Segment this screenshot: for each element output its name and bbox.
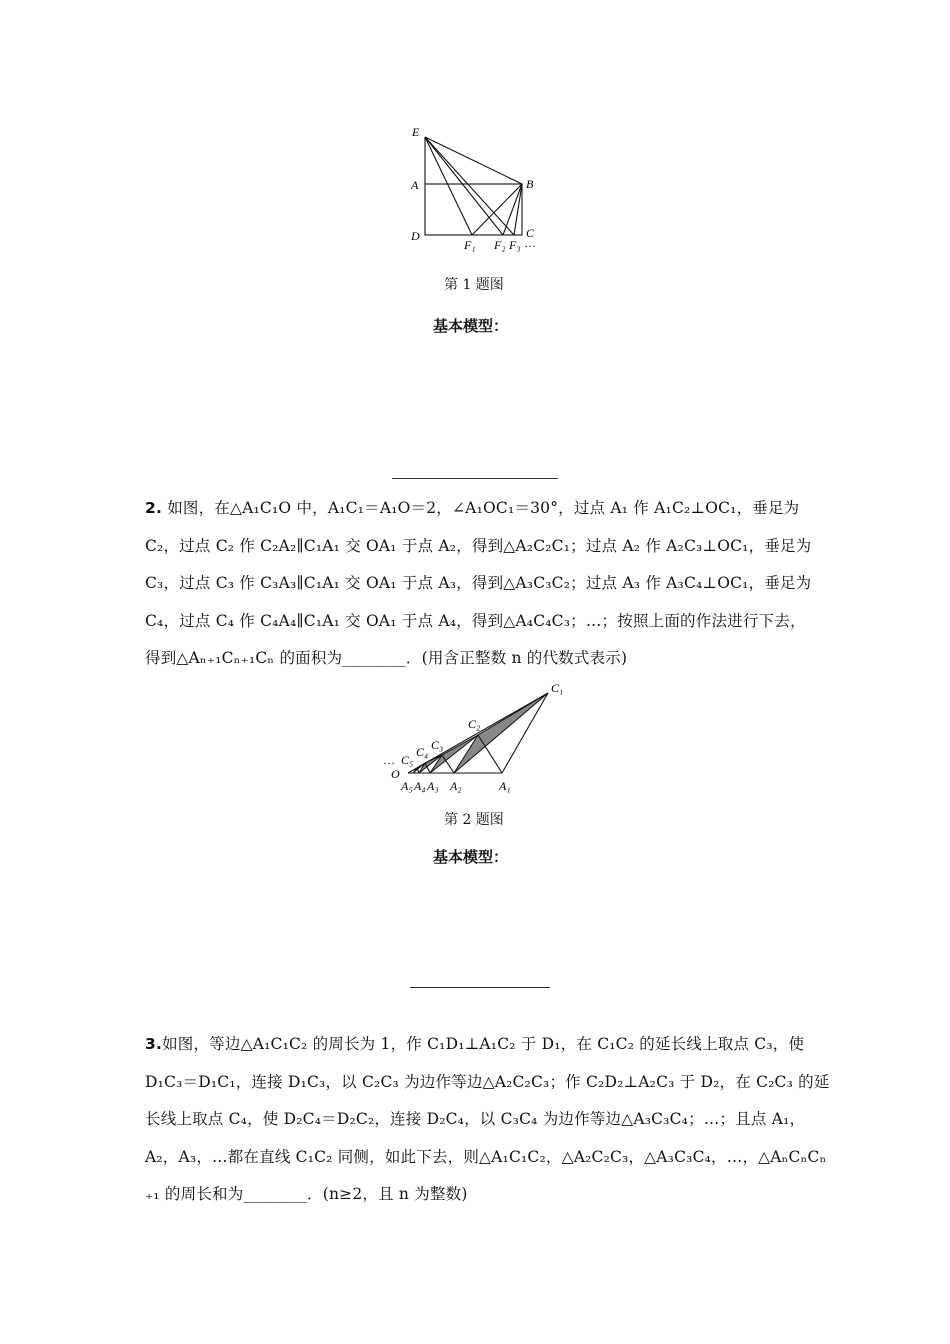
- label-C3: C₃: [431, 738, 444, 752]
- q2-text: 如图，在△A₁C₁O 中，A₁C₁＝A₁O＝2，∠A₁OC₁＝30°，过点 A₁ 作 A₁C₂⊥OC₁，垂足为: [162, 499, 800, 517]
- label-B: B: [526, 177, 534, 191]
- q3-line-3: 长线上取点 C₄，使 D₂C₄＝D₂C₂，连接 D₂C₄，以 C₃C₄ 为边作等边△A₃C₃C₄；…；且点 A₁，: [145, 1110, 806, 1128]
- q3-line-1: [145, 1032, 804, 1054]
- label-C2: C₂: [468, 717, 481, 731]
- q3-line-2: D₁C₃＝D₁C₁，连接 D₁C₃，以 C₂C₃ 为边作等边△A₂C₂C₃；作 C₂D₂⊥A₂C₃ 于 D₂，在 C₂C₃ 的延: [145, 1073, 830, 1091]
- label-A: A: [411, 178, 419, 192]
- label-C5: C₅: [401, 753, 414, 767]
- q3-line-5: ₊₁ 的周长和为________．(n≥2，且 n 为整数): [145, 1185, 468, 1203]
- figure-1-diagram: [400, 118, 550, 258]
- label-C: C: [526, 226, 535, 240]
- figure-1-caption: 第 1 题图: [444, 277, 504, 293]
- q3-line-4: A₂，A₃，…都在直线 C₁C₂ 同侧，如此下去，则△A₁C₁C₂，△A₂C₂C₃，△A₃C₃C₄，…，△AₙCₙCₙ: [145, 1148, 827, 1166]
- label-F1: F₁: [464, 238, 476, 252]
- figure-2-diagram: [380, 678, 580, 800]
- q2-line-3: C₃，过点 C₃ 作 C₃A₃∥C₁A₁ 交 OA₁ 于点 A₃，得到△A₃C₃C₂；过点 A₃ 作 A₃C₄⊥OC₁，垂足为: [145, 574, 812, 592]
- answer-divider-2: [410, 987, 550, 988]
- basic-model-label-2: 基本模型：: [433, 848, 509, 866]
- basic-model-label-1: 基本模型：: [433, 317, 509, 335]
- label-C4: C₄: [416, 745, 429, 759]
- answer-divider-1: [392, 478, 558, 479]
- q2-line-5: 得到△Aₙ₊₁Cₙ₊₁Cₙ 的面积为________．(用含正整数 n 的代数式表示): [145, 649, 628, 667]
- label-F2: F₂: [494, 238, 506, 252]
- label-A1: A₁: [499, 779, 511, 793]
- label-F3: F₃: [509, 238, 521, 252]
- label-O: O: [391, 767, 400, 781]
- q3-number: 3.: [145, 1035, 163, 1053]
- label-D: D: [411, 229, 420, 243]
- label-dots: …: [525, 236, 536, 250]
- label-dots: …: [384, 753, 395, 767]
- figure-2-caption: 第 2 题图: [444, 812, 504, 828]
- label-C1: C₁: [551, 681, 564, 695]
- q2-line-2: C₂，过点 C₂ 作 C₂A₂∥C₁A₁ 交 OA₁ 于点 A₂，得到△A₂C₂C₁；过点 A₂ 作 A₂C₃⊥OC₁，垂足为: [145, 537, 812, 555]
- label-E: E: [412, 125, 420, 139]
- label-A5: A₅: [401, 779, 413, 793]
- label-A2: A₂: [450, 779, 462, 793]
- label-A4: A₄: [414, 779, 426, 793]
- q2-number: 2.: [145, 499, 163, 517]
- q2-line-1: [145, 496, 799, 518]
- label-A3: A₃: [427, 779, 439, 793]
- q3-text: 如图，等边△A₁C₁C₂ 的周长为 1，作 C₁D₁⊥A₁C₂ 于 D₁，在 C₁C₂ 的延长线上取点 C₃，使: [162, 1035, 805, 1053]
- q2-line-4: C₄，过点 C₄ 作 C₄A₄∥C₁A₁ 交 OA₁ 于点 A₄，得到△A₄C₄C₃；…；按照上面的作法进行下去，: [145, 612, 806, 630]
